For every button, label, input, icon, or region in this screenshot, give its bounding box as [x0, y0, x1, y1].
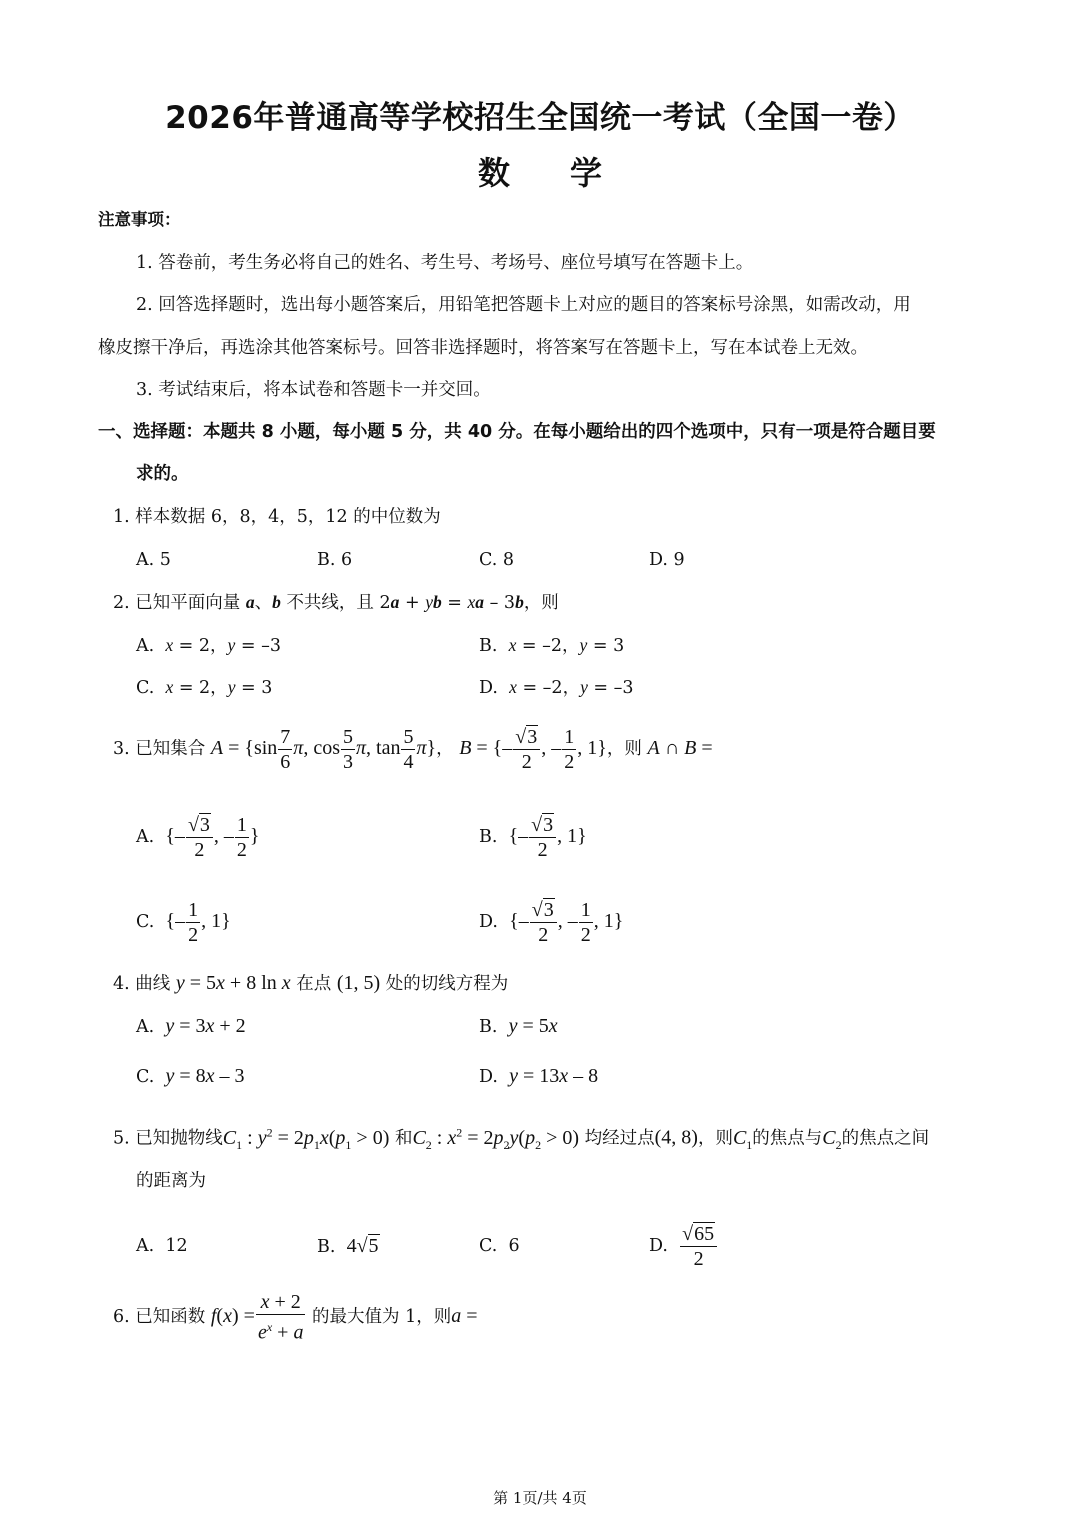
q5-option-a: A. 12	[136, 1236, 188, 1256]
section-heading-line-2: 求的。	[136, 464, 189, 484]
notice-heading: 注意事项：	[98, 210, 181, 229]
q1-option-a: A. 5	[136, 550, 171, 570]
notice-item-2-line-1: 2. 回答选择题时，选出每小题答案后，用铅笔把答题卡上对应的题目的答案标号涂黑，如需改动，用	[136, 295, 911, 315]
q2-option-b: B. x = –2，y = 3	[479, 635, 625, 656]
q2-option-a: A. x = 2，y = –3	[136, 635, 282, 656]
question-3-stem: 3. 已知集合 A = {sin $\frac{7}{6}$ π, cos $\frac{5}{3}$ π, tan $\frac{5}{4}$ π}， B = {– $\frac{√3}{2}$ , – $\frac{1}{2}$ , 1}，则 A ∩ B =	[113, 726, 713, 773]
q3-option-b: B. {– $\frac{√3}{2}$ , 1}	[479, 814, 587, 861]
q5-option-d: D. $\frac{√65}{2}$	[649, 1218, 718, 1274]
q5-option-b: B. 4√5	[317, 1235, 379, 1257]
section-heading-line-1: 一、选择题：本题共 8 小题，每小题 5 分，共 40 分。在每小题给出的四个选项中，只有一项是符合题目要	[98, 422, 936, 442]
question-5-stem: 5. 已知抛物线$C_1$ : $y^2 = 2p_1x(p_1 > 0)$ 和$C_2$ : $x^2 = 2p_2y(p_2 > 0)$ 均经过点(4, 8)，则$C_1$的焦点与$C_2$的焦点之间	[113, 1125, 930, 1152]
q1-option-c: C. 8	[479, 550, 515, 570]
question-4-stem: 4. 曲线 y = 5x + 8 ln x 在点 (1, 5) 处的切线方程为	[113, 972, 509, 994]
q3-option-c: C. {– $\frac{1}{2}$ , 1}	[136, 899, 231, 946]
q1-option-b: B. 6	[317, 550, 353, 570]
q4-option-d: D. y = 13x – 8	[479, 1065, 599, 1087]
subject-title: 数学	[477, 154, 662, 192]
q2-option-c: C. x = 2，y = 3	[136, 677, 273, 698]
notice-item-3: 3. 考试结束后，将本试卷和答题卡一并交回。	[136, 380, 491, 400]
q4-option-b: B. y = 5x	[479, 1015, 558, 1037]
page-title: 2026年普通高等学校招生全国统一考试（全国一卷）	[165, 100, 915, 136]
question-6-stem: 6. 已知函数 f(x) = $\frac{x + 2}{e^x + a}$ 的最大值为 1，则a =	[113, 1291, 478, 1344]
q5-option-c: C. 6	[479, 1236, 520, 1256]
notice-item-1: 1. 答卷前，考生务必将自己的姓名、考生号、考场号、座位号填写在答题卡上。	[136, 253, 754, 273]
notice-item-2-line-2: 橡皮擦干净后，再选涂其他答案标号。回答非选择题时，将答案写在答题卡上，写在本试卷上无效。	[98, 338, 868, 358]
page-footer: 第 1页/共 4页	[493, 1489, 587, 1507]
question-5-stem-line-2: 的距离为	[136, 1171, 206, 1191]
q1-option-d: D. 9	[649, 550, 685, 570]
q4-option-a: A. y = 3x + 2	[136, 1015, 246, 1037]
question-2-stem: 2. 已知平面向量 a、b 不共线，且 2a + yb = xa – 3b，则	[113, 592, 559, 613]
q3-option-d: D. {– $\frac{√3}{2}$ , – $\frac{1}{2}$ , 1}	[479, 899, 624, 946]
question-1-stem: 1. 样本数据 6，8，4，5，12 的中位数为	[113, 507, 441, 527]
q4-option-c: C. y = 8x – 3	[136, 1065, 245, 1087]
q3-option-a: A. {– $\frac{√3}{2}$ , – $\frac{1}{2}$ }	[136, 814, 260, 861]
q2-option-d: D. x = –2，y = –3	[479, 677, 634, 698]
